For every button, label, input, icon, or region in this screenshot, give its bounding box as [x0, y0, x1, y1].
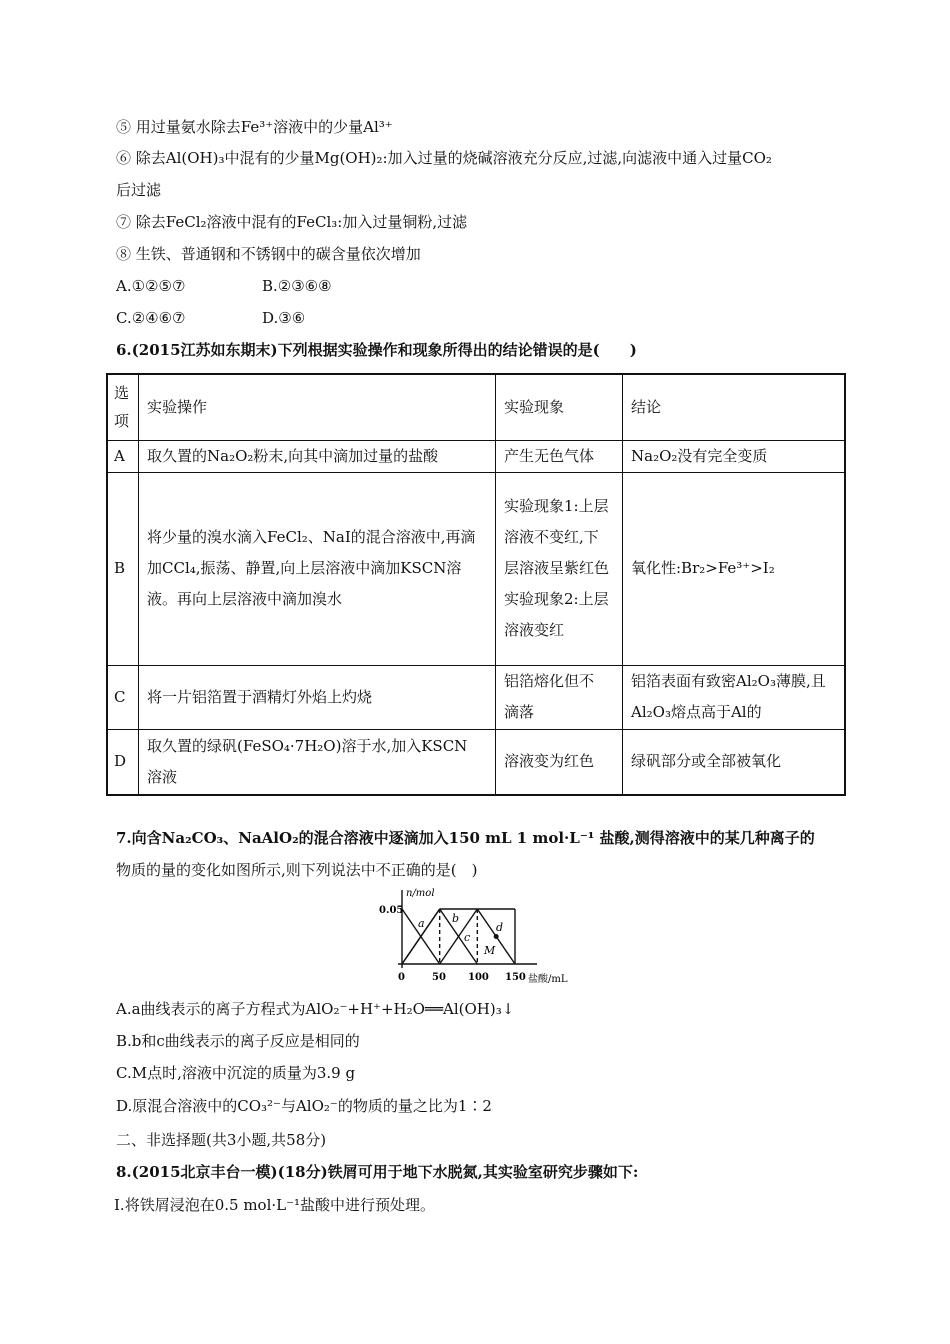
x-tick-label: 50	[432, 972, 446, 983]
q8-stem: 8.(2015北京丰台一模)(18分)铁屑可用于地下水脱氮,其实验室研究步骤如下:	[116, 1163, 639, 1181]
x-tick-label: 0	[398, 972, 405, 983]
y-tick-label: 0.05	[379, 905, 404, 916]
item-8: ⑧ 生铁、普通钢和不锈钢中的碳含量依次增加	[116, 245, 421, 263]
table-row	[107, 665, 845, 729]
cell-conclusion: 绿矾部分或全部被氧化	[623, 729, 846, 795]
x-tick-label: 100	[468, 972, 489, 983]
item-5: ⑤ 用过量氨水除去Fe³⁺溶液中的少量Al³⁺	[116, 118, 393, 136]
header-conclusion: 结论	[623, 374, 846, 440]
item-6: ⑥ 除去Al(OH)₃中混有的少量Mg(OH)₂:加入过量的烧碱溶液充分反应,过滤,向滤液中通入过量CO₂	[116, 149, 772, 167]
q8-step-1: Ⅰ.将铁屑浸泡在0.5 mol·L⁻¹盐酸中进行预处理。	[114, 1196, 436, 1214]
y-axis-label: n/mol	[406, 888, 435, 899]
section-title: 二、非选择题(共3小题,共58分)	[116, 1131, 327, 1149]
series-label-d: d	[496, 921, 504, 934]
series-label-a: a	[418, 917, 425, 930]
header-phenomenon: 实验现象	[496, 374, 623, 440]
cell-conclusion: 氧化性:Br₂>Fe³⁺>I₂	[623, 472, 846, 665]
q5-option-d: D.③⑥	[262, 309, 306, 327]
q6-stem: 6.(2015江苏如东期末)下列根据实验操作和现象所得出的结论错误的是( )	[116, 341, 637, 359]
series-label-b: b	[452, 912, 460, 925]
item-7: ⑦ 除去FeCl₂溶液中混有的FeCl₃:加入过量铜粉,过滤	[116, 213, 468, 231]
cell-phenomenon: 溶液变为红色	[496, 729, 623, 795]
table-header-row	[107, 374, 845, 440]
table-row	[107, 472, 845, 665]
cell-phenomenon: 实验现象1:上层溶液不变红,下层溶液呈紫红色 实验现象2:上层溶液变红	[496, 472, 623, 665]
cell-option: A	[107, 440, 139, 472]
table-row	[107, 729, 845, 795]
x-axis-label: 盐酸/mL	[528, 974, 568, 984]
q7-option-d: D.原混合溶液中的CO₃²⁻与AlO₂⁻的物质的量之比为1∶2	[116, 1097, 492, 1115]
x-tick-label: 150	[505, 972, 526, 983]
point-m	[494, 935, 498, 939]
cell-phenomenon: 产生无色气体	[496, 440, 623, 472]
cell-conclusion: 铝箔表面有致密Al₂O₃薄膜,且Al₂O₃熔点高于Al的	[623, 665, 846, 729]
q5-option-a: A.①②⑤⑦	[116, 277, 186, 295]
cell-option: B	[107, 472, 139, 665]
cell-operation: 将一片铝箔置于酒精灯外焰上灼烧	[139, 665, 496, 729]
cell-phenomenon: 铝箔熔化但不滴落	[496, 665, 623, 729]
cell-conclusion: Na₂O₂没有完全变质	[623, 440, 846, 472]
header-operation: 实验操作	[139, 374, 496, 440]
q6-table	[106, 373, 846, 796]
cell-option: C	[107, 665, 139, 729]
ion-amount-chart	[378, 884, 578, 984]
q5-option-b: B.②③⑥⑧	[262, 277, 332, 295]
header-option: 选项	[107, 374, 139, 440]
cell-operation: 取久置的绿矾(FeSO₄·7H₂O)溶于水,加入KSCN溶液	[139, 729, 496, 795]
q7-option-c: C.M点时,溶液中沉淀的质量为3.9 g	[116, 1064, 356, 1082]
q5-option-c: C.②④⑥⑦	[116, 309, 186, 327]
q7-option-b: B.b和c曲线表示的离子反应是相同的	[116, 1032, 360, 1050]
q7-option-a: A.a曲线表示的离子方程式为AlO₂⁻+H⁺+H₂O══Al(OH)₃↓	[116, 1000, 515, 1018]
cell-operation: 将少量的溴水滴入FeCl₂、NaI的混合溶液中,再滴加CCl₄,振荡、静置,向上层溶液中滴加KSCN溶液。再向上层溶液中滴加溴水	[139, 472, 496, 665]
cell-option: D	[107, 729, 139, 795]
cell-operation: 取久置的Na₂O₂粉末,向其中滴加过量的盐酸	[139, 440, 496, 472]
q7-stem-cont: 物质的量的变化如图所示,则下列说法中不正确的是( )	[116, 861, 478, 879]
table-row	[107, 440, 845, 472]
q7-stem: 7.向含Na₂CO₃、NaAlO₂的混合溶液中逐滴加入150 mL 1 mol·L⁻¹ 盐酸,测得溶液中的某几种离子的	[116, 829, 815, 847]
item-6-cont: 后过滤	[116, 181, 162, 199]
point-label-m: M	[484, 944, 496, 957]
series-label-c: c	[464, 931, 471, 944]
